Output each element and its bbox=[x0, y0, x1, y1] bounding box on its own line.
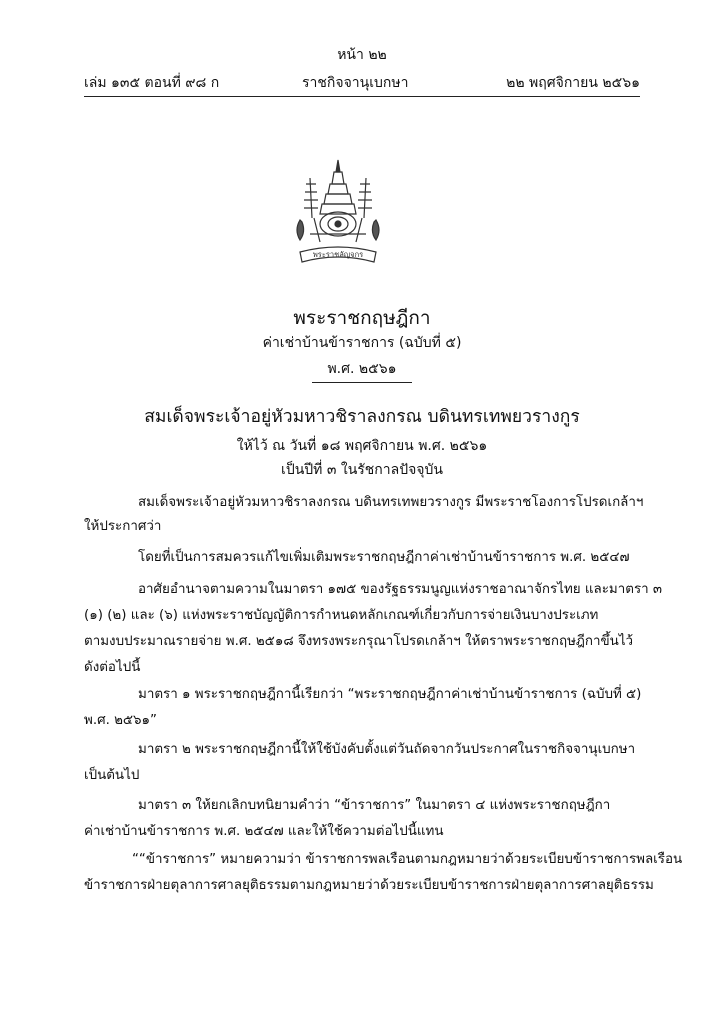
preamble-line: สมเด็จพระเจ้าอยู่หัวมหาวชิราลงกรณ บดินทรเทพยวรางกูร มีพระราชโองการโปรดเกล้าฯ bbox=[138, 495, 644, 510]
section-1-line: มาตรา ๑ พระราชกฤษฎีกานี้เรียกว่า “พระราชกฤษฎีกาค่าเช่าบ้านข้าราชการ (ฉบับที่ ๕) bbox=[138, 687, 642, 702]
authority-line: (๑) (๒) และ (๖) แห่งพระราชบัญญัติการกำหนดหลักเกณฑ์เกี่ยวกับการจ่ายเงินบางประเภท bbox=[84, 608, 599, 623]
authority-line: ตามงบประมาณรายจ่าย พ.ศ. ๒๕๑๘ จึงทรงพระกรุณาโปรดเกล้าฯ ให้ตราพระราชกฤษฎีกาขึ้นไว้ bbox=[84, 634, 634, 649]
section-3-line: ค่าเช่าบ้านข้าราชการ พ.ศ. ๒๕๔๗ และให้ใช้ความต่อไปนี้แทน bbox=[84, 824, 444, 839]
authority-line: ดังต่อไปนี้ bbox=[84, 660, 141, 675]
king-name: สมเด็จพระเจ้าอยู่หัวมหาวชิราลงกรณ บดินทรเทพยวรางกูร bbox=[144, 407, 580, 427]
section-2-line: มาตรา ๒ พระราชกฤษฎีกานี้ให้ใช้บังคับตั้งแต่วันถัดจากวันประกาศในราชกิจจานุเบกษา bbox=[138, 742, 636, 757]
definition-line: ““ข้าราชการ” หมายความว่า ข้าราชการพลเรือนตามกฎหมายว่าด้วยระเบียบข้าราชการพลเรือน bbox=[132, 852, 683, 867]
section-1-line: พ.ศ. ๒๕๖๑” bbox=[84, 713, 157, 728]
authority-line: อาศัยอำนาจตามความในมาตรา ๑๗๕ ของรัฐธรรมนูญแห่งราชอาณาจักรไทย และมาตรา ๓ bbox=[138, 582, 663, 597]
page-number: หน้า ๒๒ bbox=[337, 47, 387, 63]
publication-date: ๒๒ พฤศจิกายน ๒๕๖๑ bbox=[506, 75, 640, 91]
given-date: ให้ไว้ ณ วันที่ ๑๘ พฤศจิกายน พ.ศ. ๒๕๖๑ bbox=[236, 438, 488, 454]
decree-year: พ.ศ. ๒๕๖๑ bbox=[327, 361, 397, 377]
emblem-ribbon-text: พระราชลัญจกร bbox=[312, 250, 364, 259]
title-divider bbox=[312, 382, 412, 383]
decree-title: พระราชกฤษฎีกา bbox=[293, 307, 431, 329]
rationale-line: โดยที่เป็นการสมควรแก้ไขเพิ่มเติมพระราชกฤษฎีกาค่าเช่าบ้านข้าราชการ พ.ศ. ๒๕๔๗ bbox=[138, 550, 630, 565]
decree-subtitle: ค่าเช่าบ้านข้าราชการ (ฉบับที่ ๕) bbox=[262, 335, 462, 351]
gazette-name: ราชกิจจานุเบกษา bbox=[302, 75, 409, 91]
definition-line: ข้าราชการฝ่ายตุลาการศาลยุติธรรมตามกฎหมายว่าด้วยระเบียบข้าราชการฝ่ายตุลาการศาลยุติธรรม bbox=[84, 878, 654, 893]
preamble-line: ให้ประกาศว่า bbox=[84, 519, 162, 534]
section-3-line: มาตรา ๓ ให้ยกเลิกบทนิยามคำว่า “ข้าราชการ” ในมาตรา ๔ แห่งพระราชกฤษฎีกา bbox=[138, 798, 611, 813]
reign-year: เป็นปีที่ ๓ ในรัชกาลปัจจุบัน bbox=[281, 462, 443, 478]
header-divider bbox=[84, 96, 640, 97]
volume-issue: เล่ม ๑๓๕ ตอนที่ ๙๘ ก bbox=[84, 75, 220, 91]
royal-emblem-icon bbox=[290, 158, 386, 270]
section-2-line: เป็นต้นไป bbox=[84, 768, 140, 783]
